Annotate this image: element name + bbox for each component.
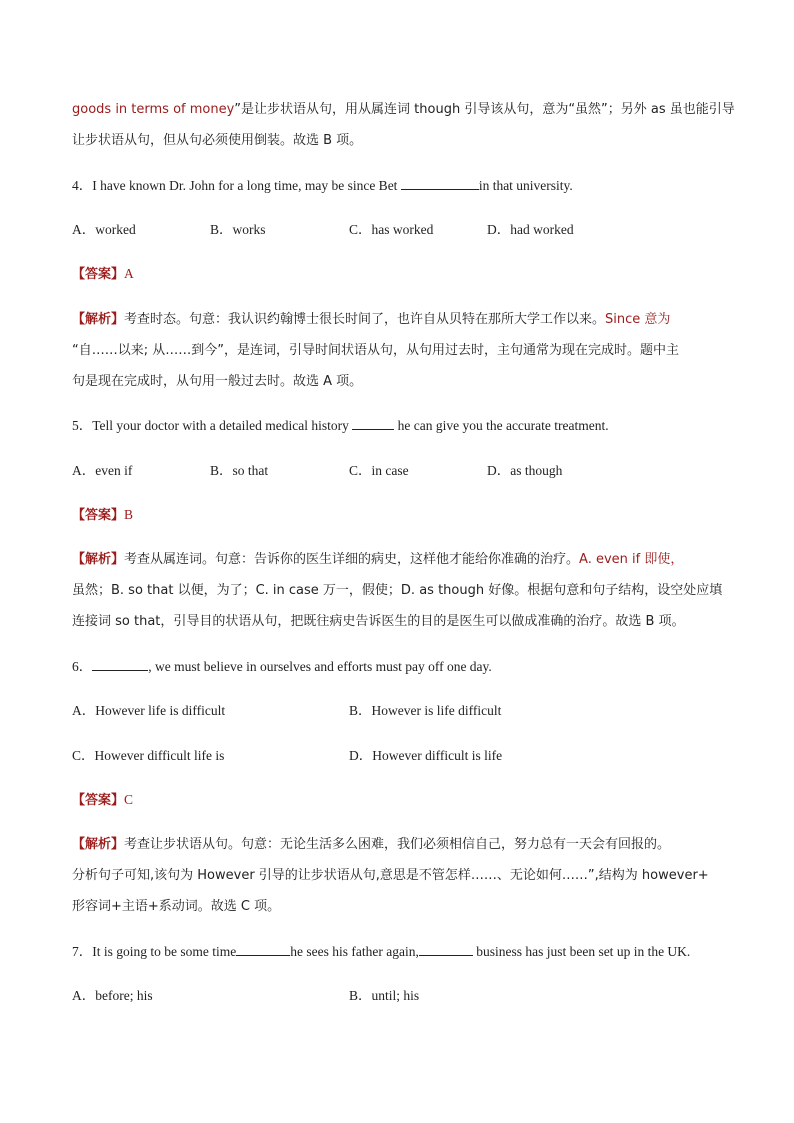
question-7-option-b: B．until; his [349,988,420,1003]
question-4-option-a: A．worked [72,222,136,237]
answer-blank [352,417,394,430]
question-6-answer: 【答案】C [72,792,134,808]
question-5-analysis-line-2: 虽然；B. so that 以便，为了；C. in case 万一，假使；D. as though 好像。根据句意和句子结构，设空处应填 [72,583,723,598]
question-6-analysis-line-1: 【解析】考查让步状语从句。句意：无论生活多么困难，我们必须相信自己，努力总有一天会有回报的。 [72,837,671,852]
question-5-analysis-line-3: 连接词 so that，引导目的状语从句，把既往病史告诉医生的目的是医生可以做成准确的治疗。故选 B 项。 [72,614,685,629]
question-5-stem: 5．Tell your doctor with a detailed medical history he can give you the accurate treatment. [72,418,609,433]
answer-blank-2 [419,943,473,956]
answer-blank-1 [236,943,290,956]
question-5-answer: 【答案】B [72,507,134,523]
quoted-phrase: goods in terms of money [72,102,235,117]
question-5-option-d: D．as though [487,463,563,478]
question-6-option-d: D．However difficult is life [349,748,503,763]
question-4-analysis-line-1: 【解析】考查时态。句意：我认识约翰博士很长时间了，也许自从贝特在那所大学工作以来。Since 意为 [72,312,671,327]
question-4-option-c: C．has worked [349,222,434,237]
answer-blank [401,177,479,190]
question-6-option-c: C．However difficult life is [72,748,225,763]
answer-blank [92,658,148,671]
prev-explanation-line-2: 让步状语从句，但从句必须使用倒装。故选 B 项。 [72,133,363,148]
question-4-analysis-line-2: “自……以来; 从……到今”，是连词，引导时间状语从句，从句用过去时，主句通常为现在完成时。题中主 [72,343,679,358]
question-6-analysis-line-2: 分析句子可知,该句为 However 引导的让步状语从句,意思是不管怎样……、无论如何……”,结构为 however+ [72,868,709,883]
question-5-analysis-line-1: 【解析】考查从属连词。句意：告诉你的医生详细的病史，这样他才能给你准确的治疗。A. even if 即使， [72,552,684,567]
question-6-analysis-line-3: 形容词+主语+系动词。故选 C 项。 [72,899,281,914]
question-4-answer: 【答案】A [72,266,134,282]
question-4-stem: 4．I have known Dr. John for a long time, may be since Bet in that university. [72,178,573,193]
question-5-option-b: B．so that [210,463,269,478]
question-7-stem: 7．It is going to be some time he sees his father again, business has just been set up in the UK. [72,944,691,959]
question-4-option-d: D．had worked [487,222,574,237]
question-5-option-c: C．in case [349,463,409,478]
question-6-option-a: A．However life is difficult [72,703,226,718]
question-4-option-b: B．works [210,222,266,237]
question-7-option-a: A．before; his [72,988,153,1003]
question-6-stem: 6． , we must believe in ourselves and efforts must pay off one day. [72,659,492,674]
prev-explanation-line-1: goods in terms of money”是让步状语从句，用从属连词 though 引导该从句，意为“虽然”；另外 as 虽也能引导 [72,102,735,117]
question-6-option-b: B．However is life difficult [349,703,502,718]
question-5-option-a: A．even if [72,463,133,478]
question-4-analysis-line-3: 句是现在完成时，从句用一般过去时。故选 A 项。 [72,374,363,389]
